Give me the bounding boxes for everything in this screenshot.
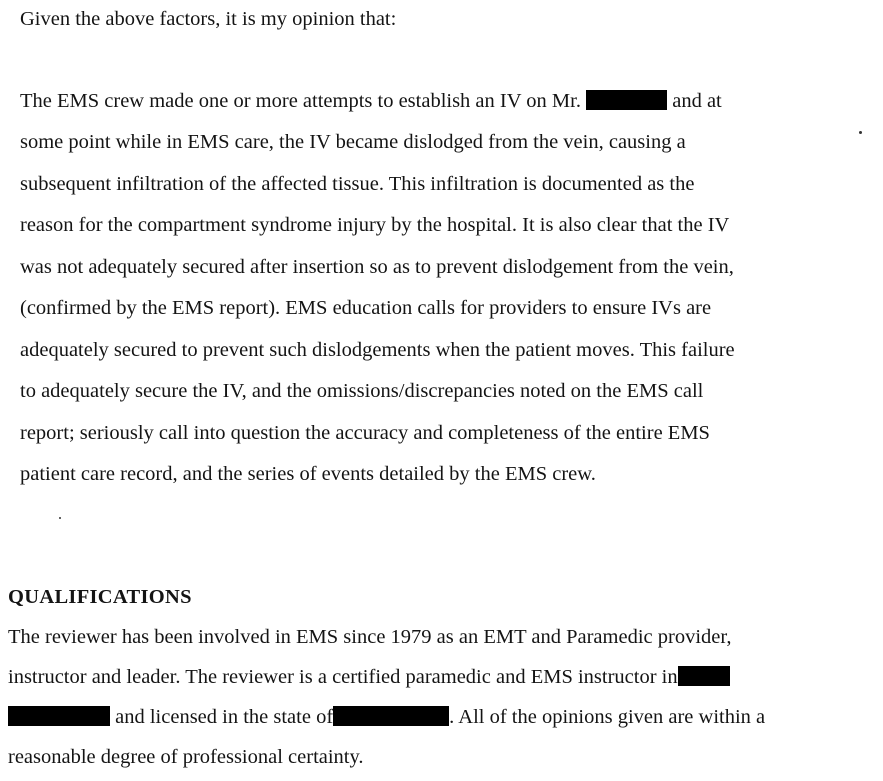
- opinion-line-2: some point while in EMS care, the IV became dislodged from the vein, causing a: [20, 131, 686, 153]
- opinion-line-9: report; seriously call into question the accuracy and completeness of the entire EMS: [20, 422, 710, 444]
- opinion-line-3: subsequent infiltration of the affected tissue. This infiltration is documented as the: [20, 173, 695, 195]
- redaction-patient-name: [586, 90, 667, 110]
- redaction-location: [8, 706, 110, 726]
- opinion-line-4: reason for the compartment syndrome injury by the hospital. It is also clear that the IV: [20, 214, 730, 236]
- qualifications-heading: QUALIFICATIONS: [8, 586, 192, 608]
- scan-speck: [859, 131, 862, 134]
- opinion-line-10: patient care record, and the series of events detailed by the EMS crew.: [20, 463, 596, 485]
- redaction-instructor-state: [678, 666, 730, 686]
- opinion-text: and at: [672, 90, 722, 112]
- opinion-text: The EMS crew made one or more attempts to establish an IV on Mr.: [20, 90, 581, 112]
- opinion-line-5: was not adequately secured after insertion so as to prevent dislodgement from the vein,: [20, 256, 734, 278]
- qualifications-text: . All of the opinions given are within a: [449, 706, 766, 728]
- intro-line: Given the above factors, it is my opinion that:: [20, 8, 397, 30]
- qualifications-line-2: [8, 665, 730, 689]
- opinion-line-1: [20, 89, 722, 113]
- qualifications-line-4: reasonable degree of professional certainty.: [8, 746, 364, 768]
- scan-speck: [59, 517, 61, 519]
- qualifications-line-3: [8, 705, 765, 729]
- qualifications-line-1: The reviewer has been involved in EMS since 1979 as an EMT and Paramedic provider,: [8, 626, 732, 648]
- qualifications-text: and licensed in the state of: [115, 706, 334, 728]
- qualifications-text: instructor and leader. The reviewer is a certified paramedic and EMS instructor in: [8, 666, 678, 688]
- redaction-license-state: [333, 706, 449, 726]
- opinion-line-7: adequately secured to prevent such dislodgements when the patient moves. This failure: [20, 339, 735, 361]
- opinion-line-6: (confirmed by the EMS report). EMS education calls for providers to ensure IVs are: [20, 297, 712, 319]
- opinion-line-8: to adequately secure the IV, and the omissions/discrepancies noted on the EMS call: [20, 380, 704, 402]
